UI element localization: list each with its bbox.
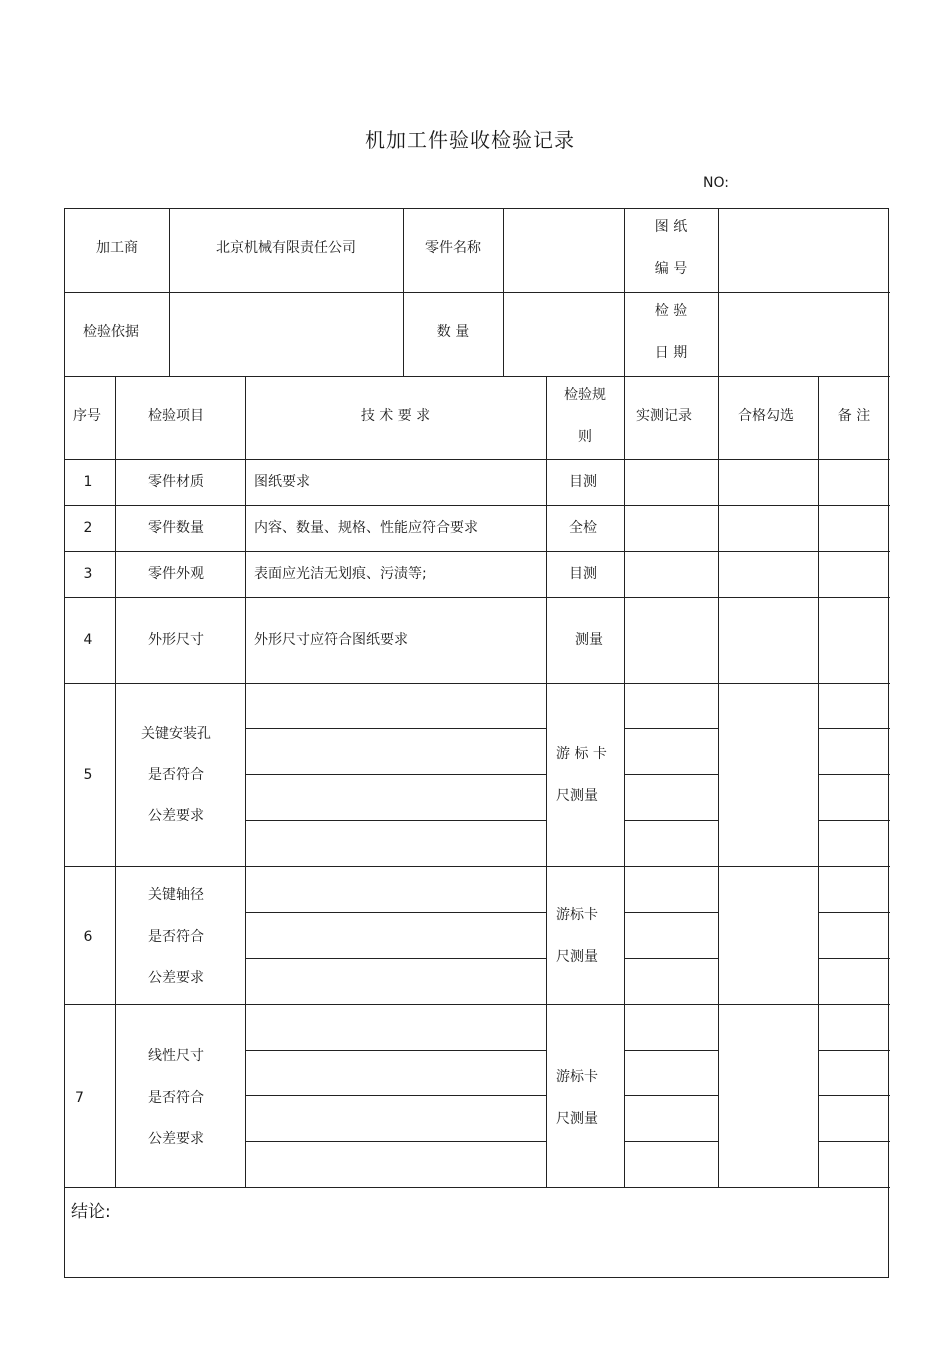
subrow-divider	[245, 1050, 546, 1051]
subrow-divider	[245, 1095, 546, 1096]
inspection-form	[64, 208, 889, 1278]
column-header-pass: 合格勾选	[738, 408, 794, 424]
subrow-divider	[245, 820, 546, 821]
row-tech: 图纸要求	[254, 474, 310, 490]
subrow-divider	[818, 728, 890, 729]
page-title: 机加工件验收检验记录	[365, 128, 575, 152]
row-item: 零件外观	[148, 566, 204, 582]
column-header-seq: 序号	[73, 408, 101, 424]
row-seq: 1	[83, 474, 93, 490]
column-divider	[718, 376, 719, 1187]
group-rule: 尺测量	[556, 1111, 598, 1127]
column-header-remark: 备 注	[837, 408, 871, 424]
row-divider	[65, 1187, 890, 1188]
row-tech: 外形尺寸应符合图纸要求	[254, 632, 408, 648]
column-divider	[718, 209, 719, 376]
subrow-divider	[818, 774, 890, 775]
record-number-label: NO:	[703, 175, 729, 191]
row-seq: 3	[83, 566, 93, 582]
row-divider	[65, 1004, 890, 1005]
group-item: 线性尺寸	[148, 1048, 204, 1064]
row-item: 零件数量	[148, 520, 204, 536]
subrow-divider	[245, 728, 546, 729]
column-header-rule: 检验规	[564, 387, 606, 403]
group-item: 是否符合	[148, 1090, 204, 1106]
date-label: 日 期	[654, 345, 688, 361]
conclusion-label: 结论:	[71, 1202, 111, 1222]
row-divider	[65, 597, 890, 598]
group-item: 是否符合	[148, 929, 204, 945]
group-item: 公差要求	[148, 1131, 204, 1147]
group-rule: 游标卡	[556, 1069, 598, 1085]
column-divider	[403, 209, 404, 376]
subrow-divider	[818, 912, 890, 913]
group-seq: 7	[75, 1090, 84, 1106]
drawing-no-label: 编 号	[654, 261, 688, 277]
subrow-divider	[624, 1141, 718, 1142]
row-divider	[65, 505, 890, 506]
row-item: 零件材质	[148, 474, 204, 490]
row-rule: 全检	[569, 520, 597, 536]
row-divider	[65, 292, 890, 293]
part-name-label: 零件名称	[425, 240, 481, 256]
column-header-item: 检验项目	[148, 408, 204, 424]
row-divider	[65, 551, 890, 552]
subrow-divider	[624, 728, 718, 729]
row-rule: 目测	[569, 566, 597, 582]
column-header-rule: 则	[578, 429, 592, 445]
row-seq: 2	[83, 520, 93, 536]
subrow-divider	[818, 820, 890, 821]
group-item: 关键安装孔	[141, 726, 211, 742]
subrow-divider	[818, 1095, 890, 1096]
group-item: 关键轴径	[148, 887, 204, 903]
column-divider	[546, 376, 547, 1187]
subrow-divider	[245, 958, 546, 959]
row-seq: 4	[83, 632, 93, 648]
group-rule: 尺测量	[556, 788, 598, 804]
subrow-divider	[624, 774, 718, 775]
column-divider	[624, 376, 625, 1187]
supplier-label: 加工商	[96, 240, 138, 256]
subrow-divider	[624, 1050, 718, 1051]
group-item: 公差要求	[148, 970, 204, 986]
column-divider	[169, 209, 170, 376]
row-tech: 表面应光洁无划痕、污渍等;	[254, 566, 427, 582]
drawing-no-label: 图 纸	[654, 219, 688, 235]
row-rule: 测量	[575, 632, 603, 648]
column-divider	[818, 376, 819, 1187]
subrow-divider	[818, 1141, 890, 1142]
subrow-divider	[245, 1141, 546, 1142]
column-header-record: 实测记录	[636, 408, 692, 424]
group-seq: 5	[83, 767, 93, 783]
date-label: 检 验	[654, 303, 688, 319]
subrow-divider	[245, 912, 546, 913]
row-tech: 内容、数量、规格、性能应符合要求	[254, 520, 478, 536]
basis-label: 检验依据	[83, 324, 139, 340]
quantity-label: 数 量	[436, 324, 470, 340]
column-divider	[503, 209, 504, 376]
column-header-tech: 技 术 要 求	[360, 408, 431, 424]
subrow-divider	[624, 1095, 718, 1096]
subrow-divider	[818, 958, 890, 959]
group-rule: 游 标 卡	[556, 746, 607, 762]
row-divider	[65, 866, 890, 867]
subrow-divider	[624, 912, 718, 913]
row-divider	[65, 376, 890, 377]
group-seq: 6	[83, 929, 93, 945]
supplier-value: 北京机械有限责任公司	[216, 240, 356, 256]
row-divider	[65, 683, 890, 684]
row-divider	[65, 459, 890, 460]
group-item: 公差要求	[148, 808, 204, 824]
row-rule: 目测	[569, 474, 597, 490]
subrow-divider	[818, 1050, 890, 1051]
column-divider	[245, 376, 246, 1187]
row-item: 外形尺寸	[148, 632, 204, 648]
subrow-divider	[624, 820, 718, 821]
subrow-divider	[245, 774, 546, 775]
group-rule: 游标卡	[556, 907, 598, 923]
group-rule: 尺测量	[556, 949, 598, 965]
group-item: 是否符合	[148, 767, 204, 783]
subrow-divider	[624, 958, 718, 959]
